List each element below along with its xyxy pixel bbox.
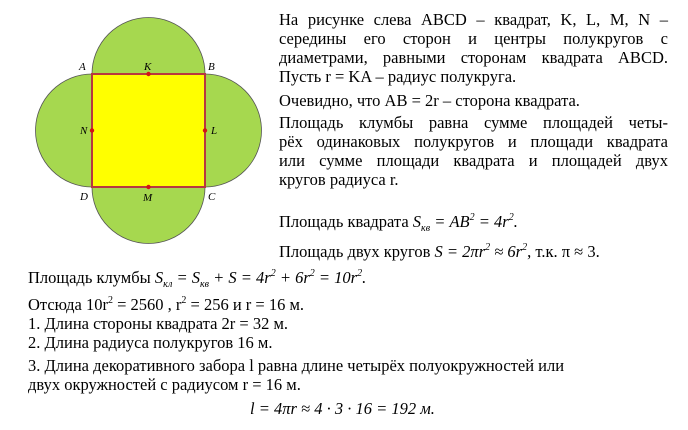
square-area-formula: $S_{кв} = AB^2 = 4r^2$. [412, 212, 518, 234]
label-l: L [211, 125, 218, 137]
radius-line: Пусть r = KA – радиус полукруга. [279, 67, 517, 86]
intro-line-2: середины его сторон и центры полукругов с [279, 29, 668, 48]
label-k: K [144, 61, 152, 73]
area-line-4: кругов радиуса r. [279, 170, 399, 189]
point-m [146, 185, 150, 189]
bed-area-label: Площадь клумбы [28, 268, 151, 287]
circles-area-label: Площадь двух кругов [279, 242, 431, 261]
label-b: B [208, 61, 215, 73]
answer-item-3-line-1: 3. Длина декоративного забора l равна длине четырёх полуокружностей или [28, 356, 565, 375]
hence-line: Отсюда $10r^2 = 2560$ , $r^2 = 256$ и r = 16 м. [28, 295, 305, 314]
intro-line-1: На рисунке слева ABCD – квадрат, K, L, M, N – [279, 10, 668, 29]
circles-area-line: Площадь двух кругов $S = 2\pi r^2 \approx 6r^2$, т.к. π ≈ 3. [279, 242, 600, 261]
area-line-2: рёх одинаковых полукругов и площади квадрата [279, 132, 668, 151]
label-m: M [143, 192, 153, 204]
label-c: C [208, 191, 216, 203]
square-abcd [92, 74, 205, 187]
intro-line-3: диаметрами, равными сторонам квадрата ABCD. [279, 48, 668, 67]
answer-item-3-line-2: двух окружностей с радиусом r = 16 м. [28, 375, 301, 394]
flowerbed-figure [0, 0, 275, 262]
answer-item-2: 2. Длина радиуса полукругов 16 м. [28, 333, 273, 352]
area-line-3: или сумме площади квадрата и площадей двух [279, 151, 668, 170]
label-n: N [80, 125, 88, 137]
square-area-label: Площадь квадрата [279, 212, 409, 231]
answer-item-1: 1. Длина стороны квадрата 2r = 32 м. [28, 314, 289, 333]
point-l [203, 128, 207, 132]
bed-area-formula: $S_{кл} = S_{кв} + S = 4r^2 + 6r^2 = 10r^2$. [154, 268, 367, 290]
square-area-line [279, 209, 518, 239]
side-line: Очевидно, что AB = 2r – сторона квадрата. [279, 91, 580, 110]
area-line-1: Площадь клумбы равна сумме площадей четы- [279, 113, 668, 132]
circles-area-formula: $S = 2\pi r^2 \approx 6r^2$ [434, 242, 528, 261]
label-d: D [80, 191, 88, 203]
point-n [90, 128, 94, 132]
bed-area-line [28, 265, 366, 295]
final-formula: l = 4πr ≈ 4 · 3 · 16 = 192 м. [250, 399, 435, 418]
label-a: A [79, 61, 86, 73]
